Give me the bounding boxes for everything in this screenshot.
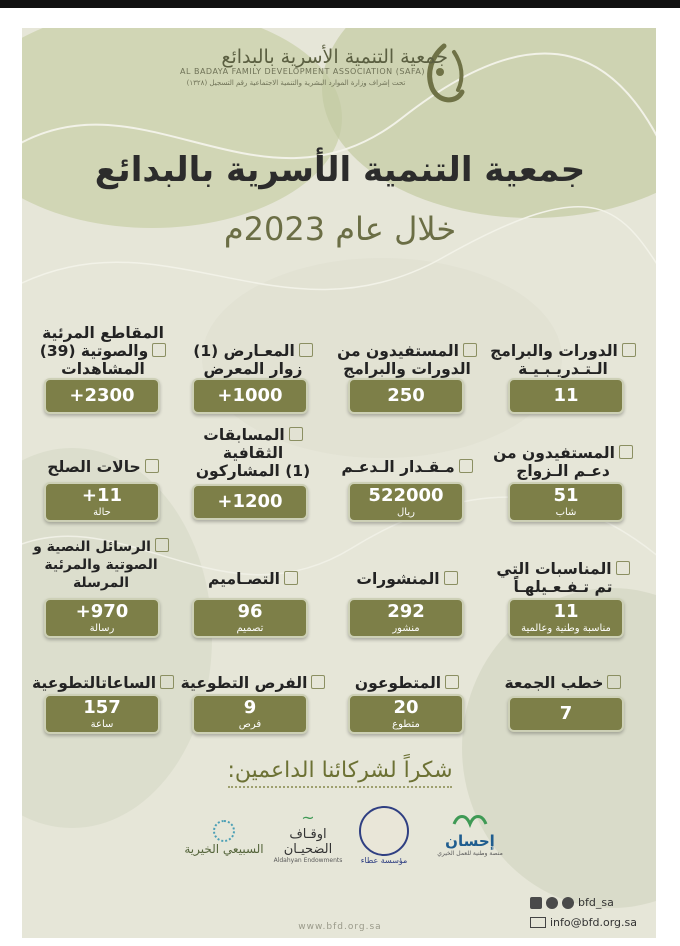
partner-ataa-logo: مؤسسة عطاء bbox=[354, 806, 414, 865]
org-name-english: AL BADAYA FAMILY DEVELOPMENT ASSOCIATION (SAFA) bbox=[180, 67, 425, 76]
stat-icon bbox=[152, 343, 166, 357]
stat-volunteers-value: 20 متطوع bbox=[348, 694, 464, 734]
stat-reconciliation-cases-value: +11 حالة bbox=[44, 482, 160, 522]
ihsan-leaf-icon bbox=[450, 810, 490, 828]
main-title: جمعية التنمية الأسرية بالبدائع bbox=[94, 150, 586, 190]
partner-ihsan-logo: إحسان منصة وطنية للعمل الخيري bbox=[430, 810, 510, 857]
aldahyan-mark-icon: ~ bbox=[301, 808, 315, 827]
stat-events-label: المناسبات التي تم تـفـعـيلهـاً bbox=[488, 552, 638, 596]
stat-reconciliation-cases-label: حالات الصلح bbox=[28, 434, 178, 476]
stat-volunteer-hours-value: 157 ساعة bbox=[44, 694, 160, 734]
stat-exhibitions-value: +1000 bbox=[192, 378, 308, 414]
youtube-icon[interactable] bbox=[530, 897, 542, 909]
stat-volunteer-opportunities-label: الفرص التطوعية bbox=[178, 670, 328, 692]
stat-icon bbox=[459, 459, 473, 473]
stat-exhibitions-label: المعـارض (1) زوار المعرض bbox=[178, 310, 328, 378]
stat-media-clips-label: المقاطع المرئية والصوتية (39) المشاهدات bbox=[28, 310, 178, 378]
stat-icon bbox=[145, 459, 159, 473]
stat-cultural-competitions-label: المسابقات الثقافية (1) المشاركون bbox=[195, 426, 311, 480]
stat-icon bbox=[445, 675, 459, 689]
stat-icon bbox=[155, 538, 169, 552]
stat-marriage-support-value: 51 شاب bbox=[508, 482, 624, 522]
partners-thanks-heading: شكراً لشركائنا الداعمين: bbox=[227, 758, 453, 783]
stat-friday-sermons-value: 7 bbox=[508, 696, 624, 732]
stat-messages-label: الرسائل النصية و الصوتية والمرئية المرسلة bbox=[26, 552, 176, 592]
stat-icon bbox=[444, 571, 458, 585]
stat-icon bbox=[160, 675, 174, 689]
website-url[interactable]: www.bfd.org.sa bbox=[298, 922, 382, 932]
stat-publications-value: 292 منشور bbox=[348, 598, 464, 638]
decorative-divider bbox=[228, 786, 452, 788]
stat-support-amount-label: مـقـدار الـدعـم bbox=[332, 434, 482, 476]
stat-volunteers-label: المتطوعون bbox=[332, 670, 482, 692]
stat-support-amount-value: 522000 ريال bbox=[348, 482, 464, 522]
stat-icon bbox=[607, 675, 621, 689]
stat-icon bbox=[311, 675, 325, 689]
stat-icon bbox=[289, 427, 303, 441]
org-name-arabic: جمعية التنمية الأسرية بالبدائع bbox=[221, 46, 448, 68]
stat-program-beneficiaries-value: 250 bbox=[348, 378, 464, 414]
stat-friday-sermons-label: خطب الجمعة bbox=[488, 670, 638, 692]
stat-training-programs-label: الدورات والبرامج الـتـدريـبـيـة bbox=[488, 310, 638, 378]
stat-icon bbox=[622, 343, 636, 357]
stat-designs-label: التصـاميم bbox=[178, 552, 328, 588]
stat-icon bbox=[616, 561, 630, 575]
stat-icon bbox=[619, 445, 633, 459]
year-subtitle: خلال عام 2023م bbox=[223, 210, 457, 248]
contact-email[interactable]: info@bfd.org.sa bbox=[550, 916, 637, 929]
stat-marriage-support-label: المستفيدون من دعـم الـزواج bbox=[488, 434, 638, 480]
stat-designs-value: 96 تصميم bbox=[192, 598, 308, 638]
stat-program-beneficiaries-label: المستفيدون من الدورات والبرامج bbox=[332, 310, 482, 378]
stat-cultural-competitions-value: +1200 bbox=[192, 484, 308, 520]
social-handle[interactable]: bfd_sa bbox=[578, 896, 614, 909]
stat-volunteer-opportunities-value: 9 فرص bbox=[192, 694, 308, 734]
org-supervision-note: تحت إشراف وزارة الموارد البشرية والتنمية الاجتماعية رقم التسجيل (١٣٢٨) bbox=[186, 79, 406, 87]
seal-emblem-icon bbox=[359, 806, 409, 856]
partner-aldahyan-logo: ~ اوقـاف الضحيـان Aldahyan Endowments bbox=[268, 808, 348, 864]
partner-subaie-logo: السبيعي الخيرية bbox=[184, 820, 264, 856]
x-icon[interactable] bbox=[546, 897, 558, 909]
stat-icon bbox=[463, 343, 477, 357]
top-black-bar bbox=[0, 0, 680, 8]
stat-events-value: 11 مناسبة وطنية وعالمية bbox=[508, 598, 624, 638]
stat-icon bbox=[299, 343, 313, 357]
stat-publications-label: المنشورات bbox=[332, 552, 482, 588]
stat-messages-value: +970 رسالة bbox=[44, 598, 160, 638]
stat-training-programs-value: 11 bbox=[508, 378, 624, 414]
subaie-flower-icon bbox=[213, 820, 235, 842]
stat-icon bbox=[284, 571, 298, 585]
stat-volunteer-hours-label: الساعاتالتطوعية bbox=[28, 670, 178, 692]
stat-media-clips-value: +2300 bbox=[44, 378, 160, 414]
snapchat-icon[interactable] bbox=[562, 897, 574, 909]
